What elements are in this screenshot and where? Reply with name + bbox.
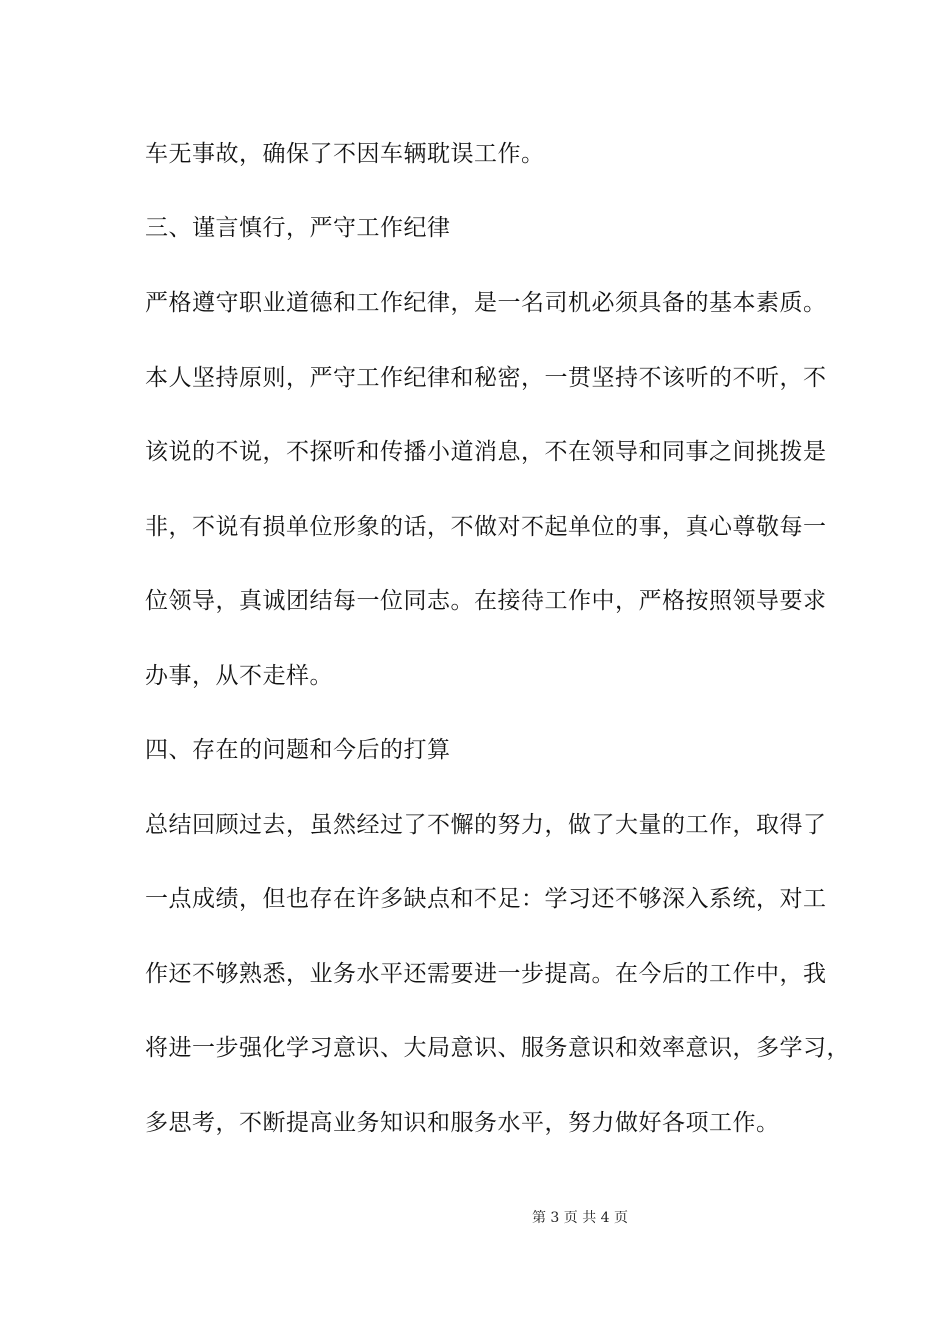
- text-line: 作还不够熟悉，业务水平还需要进一步提高。在今后的工作中，我: [145, 961, 827, 987]
- text-line: 将进一步强化学习意识、大局意识、服务意识和效率意识，多学习，: [145, 1035, 850, 1061]
- text-line: 位领导，真诚团结每一位同志。在接待工作中，严格按照领导要求: [145, 588, 827, 614]
- text-line: 一点成绩，但也存在许多缺点和不足：学习还不够深入系统，对工: [145, 886, 827, 912]
- section-heading: 三、谨言慎行，严守工作纪律: [145, 215, 451, 241]
- text-line: 本人坚持原则，严守工作纪律和秘密，一贯坚持不该听的不听，不: [145, 365, 827, 391]
- text-line: 该说的不说，不探听和传播小道消息，不在领导和同事之间挑拨是: [145, 439, 827, 465]
- text-line: 严格遵守职业道德和工作纪律，是一名司机必须具备的基本素质。: [145, 290, 827, 316]
- text-line: 总结回顾过去，虽然经过了不懈的努力，做了大量的工作，取得了: [145, 812, 827, 838]
- text-line: 车无事故，确保了不因车辆耽误工作。: [145, 141, 545, 167]
- section-heading: 四、存在的问题和今后的打算: [145, 737, 451, 763]
- text-line: 多思考，不断提高业务知识和服务水平，努力做好各项工作。: [145, 1110, 780, 1136]
- page-number-footer: 第 3 页 共 4 页: [531, 1210, 629, 1226]
- text-line: 非，不说有损单位形象的话，不做对不起单位的事，真心尊敬每一: [145, 514, 827, 540]
- text-line: 办事，从不走样。: [145, 663, 333, 689]
